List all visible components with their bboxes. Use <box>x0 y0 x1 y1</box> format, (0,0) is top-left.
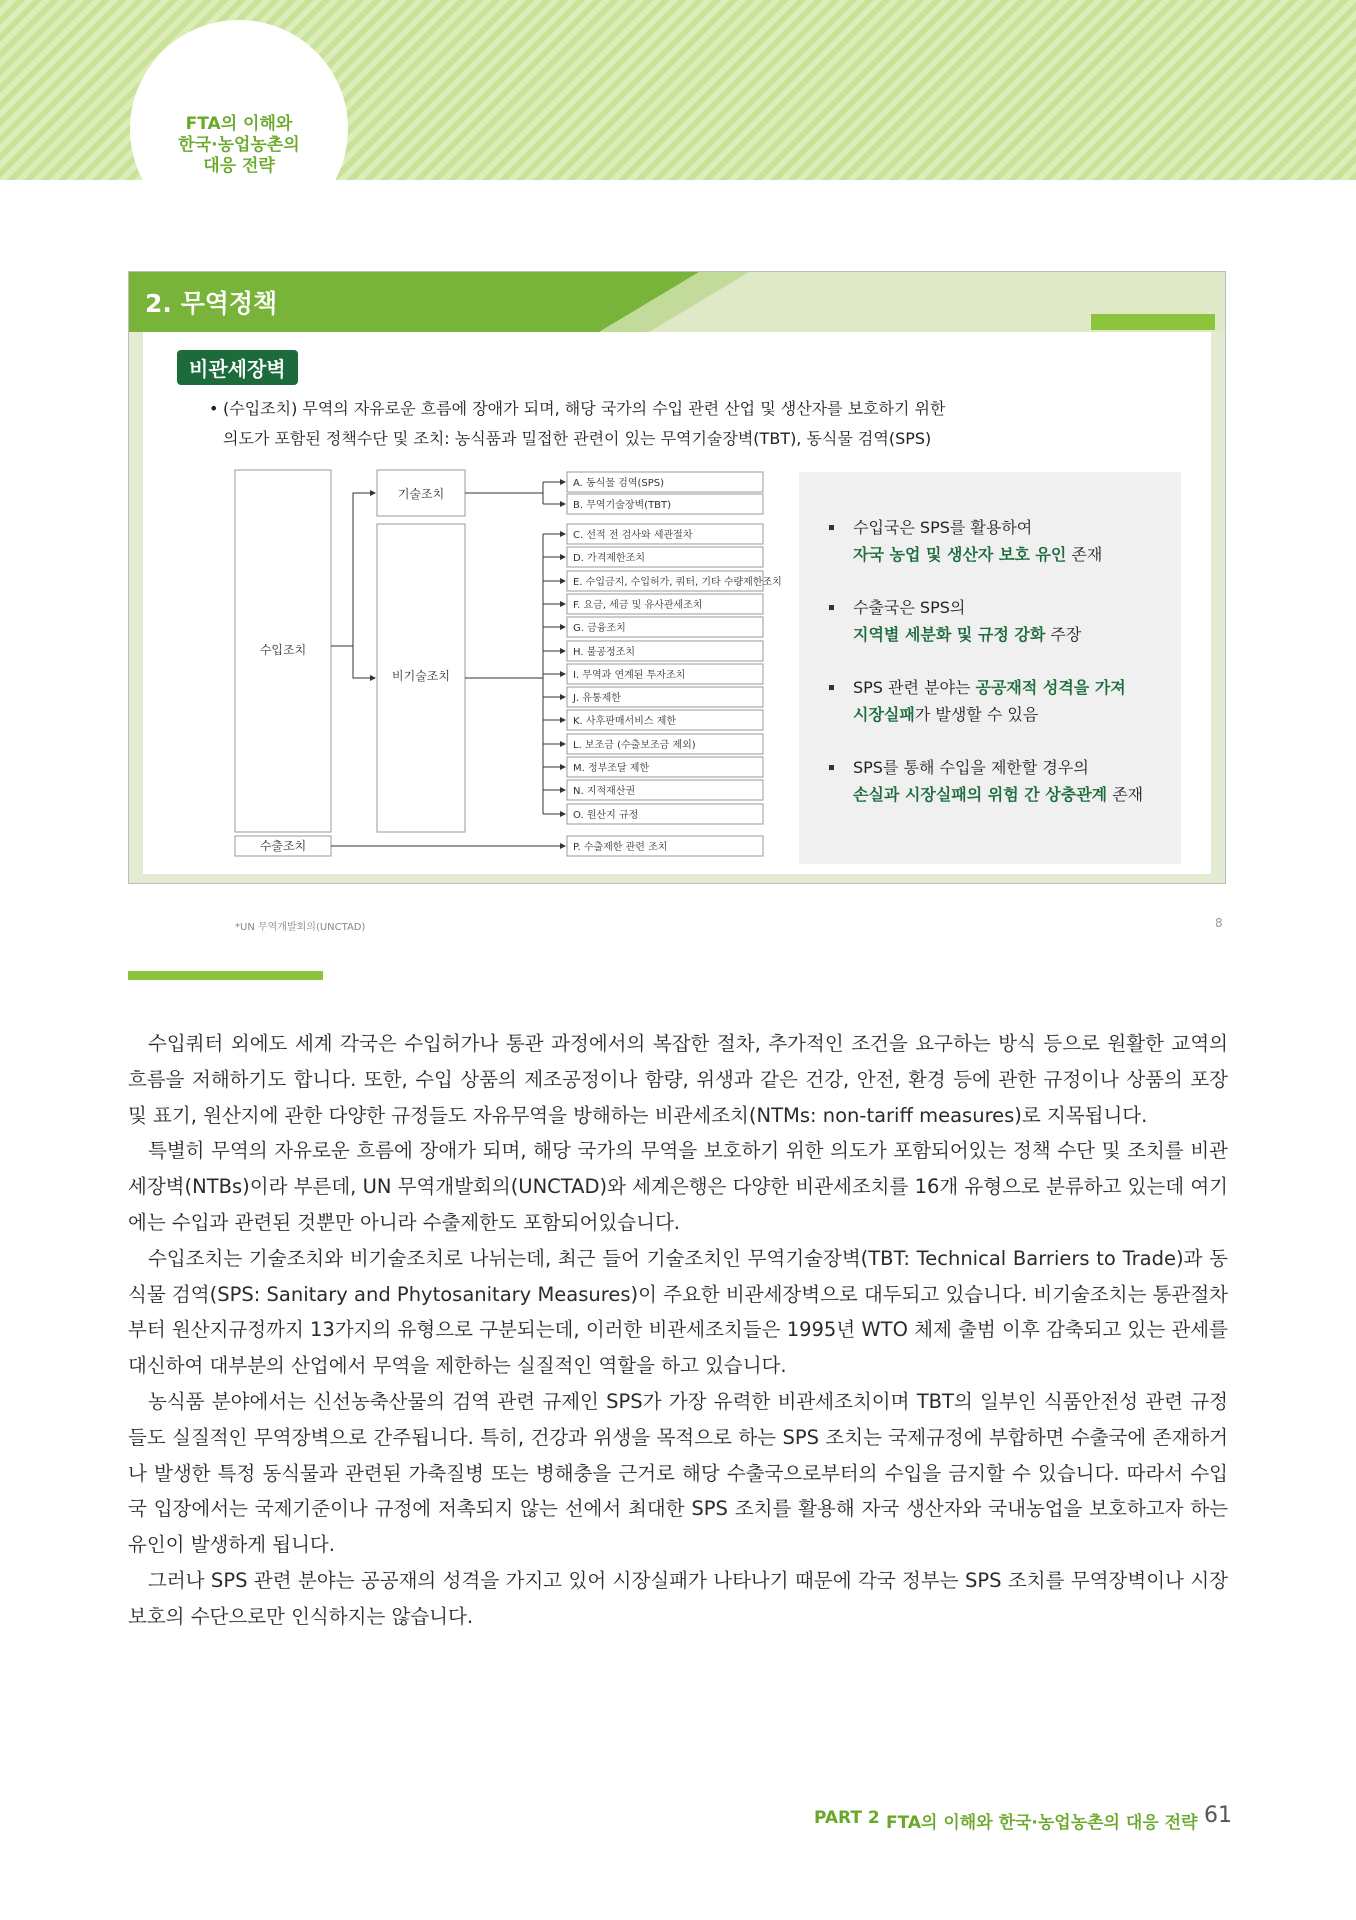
footer-part-label: PART 2 <box>814 1808 880 1828</box>
sps-point-highlight: 시장실패 <box>853 705 915 724</box>
sps-point-line: 수입국은 SPS를 활용하여 <box>853 518 1033 537</box>
tree-leaf-label: I. 무역과 연계된 투자조치 <box>573 670 686 681</box>
sps-summary-box <box>799 472 1181 864</box>
sps-point-line: SPS를 통해 수입을 제한할 경우의 <box>853 758 1089 777</box>
slide-badge: 비관세장벽 <box>177 350 298 385</box>
sps-point-highlight: 지역별 세분화 및 규정 강화 <box>853 625 1046 644</box>
tree-tech-leaves <box>465 472 763 514</box>
sps-point-line: 수출국은 SPS의 <box>853 598 966 617</box>
sps-point <box>829 754 1143 808</box>
tree-leaf-label: A. 동식물 검역(SPS) <box>573 478 665 489</box>
source-note: *UN 무역개발회의(UNCTAD) <box>235 922 366 933</box>
tree-leaf-label: B. 무역기술장벽(TBT) <box>573 500 672 511</box>
slide-title: 2. 무역정책 <box>145 289 278 318</box>
header-tab-label <box>130 114 348 177</box>
header-tab-line: FTA의 이해와 <box>185 114 293 134</box>
tree-leaf-label: M. 정부조달 제한 <box>573 763 650 774</box>
tree-export-item: P. 수출제한 관련 조치 <box>573 842 668 853</box>
tree-export-label: 수출조치 <box>259 839 307 853</box>
tree-nontech-label: 비기술조치 <box>392 669 450 683</box>
tree-leaf-label: J. 유통제한 <box>573 693 621 704</box>
sps-point <box>829 594 1081 648</box>
square-bullet-icon <box>829 765 834 770</box>
tree-nontech-leaves <box>465 524 782 824</box>
sps-point-tail: 존재 <box>1066 545 1103 564</box>
tree-leaf-label: G. 금융조치 <box>573 623 626 634</box>
slide-header <box>129 272 1225 332</box>
tree-leaf-label: L. 보조금 (수출보조금 제외) <box>573 740 696 751</box>
tree-tech-label: 기술조치 <box>397 487 445 501</box>
slide-body <box>143 332 1223 933</box>
tree-connector <box>331 493 375 646</box>
body-text <box>128 1026 1228 1635</box>
body-paragraph: 수입조치는 기술조치와 비기술조치로 나뉘는데, 최근 들어 기술조치인 무역기술장벽(TBT: Technical Barriers to Trade)과 동식물 검역(SPS: Sanitary and Phytosanitary Measures)이 주요한 비관세장벽으로 대두되고 있습니다. 비기술조치는 통관절차부터 원산지규정까지 13가지의 유형으로 구분되는데, 이러한 비관세조치들은 1995년 WTO 체제 출범 이후 감축되고 있는 관세를 대신하여 대부분의 산업에서 무역을 제한하는 실질적인 역할을 하고 있습니다. <box>128 1246 1228 1378</box>
body-paragraph: 그러나 SPS 관련 분야는 공공재의 성격을 가지고 있어 시장실패가 나타나기 때문에 각국 정부는 SPS 조치를 무역장벽이나 시장보호의 수단으로만 인식하지는 않습니다. <box>128 1568 1228 1628</box>
body-paragraph: 수입쿼터 외에도 세계 각국은 수입허가나 통관 과정에서의 복잡한 절차, 추가적인 조건을 요구하는 방식 등으로 원활한 교역의 흐름을 저해하기도 합니다. 또한, 수입 상품의 제조공정이나 함량, 위생과 같은 건강, 안전, 환경 등에 관한 규정이나 상품의 포장 및 표기, 원산지에 관한 다양한 규정들도 자유무역을 방해하는 비관세조치(NTMs: non-tariff measures)로 지목됩니다. <box>128 1032 1228 1127</box>
header-tab-line: 대응 전략 <box>203 156 275 176</box>
tree-leaf-label: C. 선적 전 검사와 세관절차 <box>573 530 693 541</box>
slide-bullet-line: 의도가 포함된 정책수단 및 조치: 농식품과 밀접한 관련이 있는 무역기술장벽(TBT), 동식물 검역(SPS) <box>223 429 932 448</box>
header-mask <box>0 180 1356 260</box>
footer-title: FTA의 이해와 한국·농업농촌의 대응 전략 <box>886 1813 1198 1833</box>
square-bullet-icon <box>829 605 834 610</box>
square-bullet-icon <box>829 685 834 690</box>
body-paragraph: 특별히 무역의 자유로운 흐름에 장애가 되며, 해당 국가의 무역을 보호하기 위한 의도가 포함되어있는 정책 수단 및 조치를 비관세장벽(NTBs)이라 부른데, UN 무역개발회의(UNCTAD)와 세계은행은 다양한 비관세조치를 16개 유형으로 분류하고 있는데 여기에는 수입과 관련된 것뿐만 아니라 수출제한도 포함되어있습니다. <box>128 1139 1228 1234</box>
tree-leaf-label: O. 원산지 규정 <box>573 810 639 821</box>
sps-point-tail: 가 발생할 수 있음 <box>914 705 1039 724</box>
sps-point <box>829 514 1102 568</box>
slide-figure <box>128 271 1226 933</box>
body-paragraph: 농식품 분야에서는 신선농축산물의 검역 관련 규제인 SPS가 가장 유력한 비관세조치이며 TBT의 일부인 식품안전성 관련 규정들도 실질적인 무역장벽으로 간주됩니다. 특히, 건강과 위생을 목적으로 하는 SPS 조치는 국제규정에 부합하면 수출국에 존재하거나 발생한 특정 동식물과 관련된 가축질병 또는 병해충을 근거로 해당 수출국으로부터의 수입을 금지할 수 있습니다. 따라서 수입국 입장에서는 국제기준이나 규정에 저촉되지 않는 선에서 최대한 SPS 조치를 활용해 자국 생산자와 국내농업을 보호하고자 하는 유인이 발생하게 됩니다. <box>128 1389 1228 1557</box>
tree-connector <box>353 646 375 678</box>
sps-point-tail: 주장 <box>1045 625 1082 644</box>
sps-point-highlight: 자국 농업 및 생산자 보호 유인 <box>853 545 1067 564</box>
tree-leaf-label: N. 지적재산권 <box>573 786 636 797</box>
tree-leaf-label: E. 수입금지, 수입허가, 쿼터, 기타 수량제한조치 <box>573 577 782 588</box>
section-divider <box>128 971 323 980</box>
slide-page-number: 8 <box>1215 916 1223 930</box>
slide-header-bg <box>129 272 1225 332</box>
classification-tree <box>143 332 783 874</box>
slide-bullet-line: (수입조치) 무역의 자유로운 흐름에 장애가 되며, 해당 국가의 수입 관련 산업 및 생산자를 보호하기 위한 <box>223 399 946 418</box>
tree-leaf-label: D. 가격제한조치 <box>573 553 646 564</box>
sps-point-highlight: 공공재적 성격을 가져 <box>975 678 1126 697</box>
sps-point-tail: 존재 <box>1107 785 1144 804</box>
sps-point-highlight: 손실과 시장실패의 위험 간 상충관계 <box>853 785 1108 804</box>
bullet-dot-icon: • <box>209 399 219 418</box>
tree-root-label: 수입조치 <box>259 643 307 657</box>
tree-connector <box>465 534 543 814</box>
sps-point <box>829 674 1126 728</box>
tree-leaf-label: F. 요금, 세금 및 유사관세조치 <box>573 600 703 611</box>
square-bullet-icon <box>829 525 834 530</box>
tree-leaf-label: K. 사후판매서비스 제한 <box>573 716 677 727</box>
sps-point-pre: SPS 관련 분야는 <box>853 678 976 697</box>
header-tab-line: 한국·농업농촌의 <box>178 135 300 155</box>
tree-leaf-label: H. 불공정조치 <box>573 647 636 658</box>
tree-connector <box>465 482 543 504</box>
page-number: 61 <box>1204 1803 1232 1828</box>
